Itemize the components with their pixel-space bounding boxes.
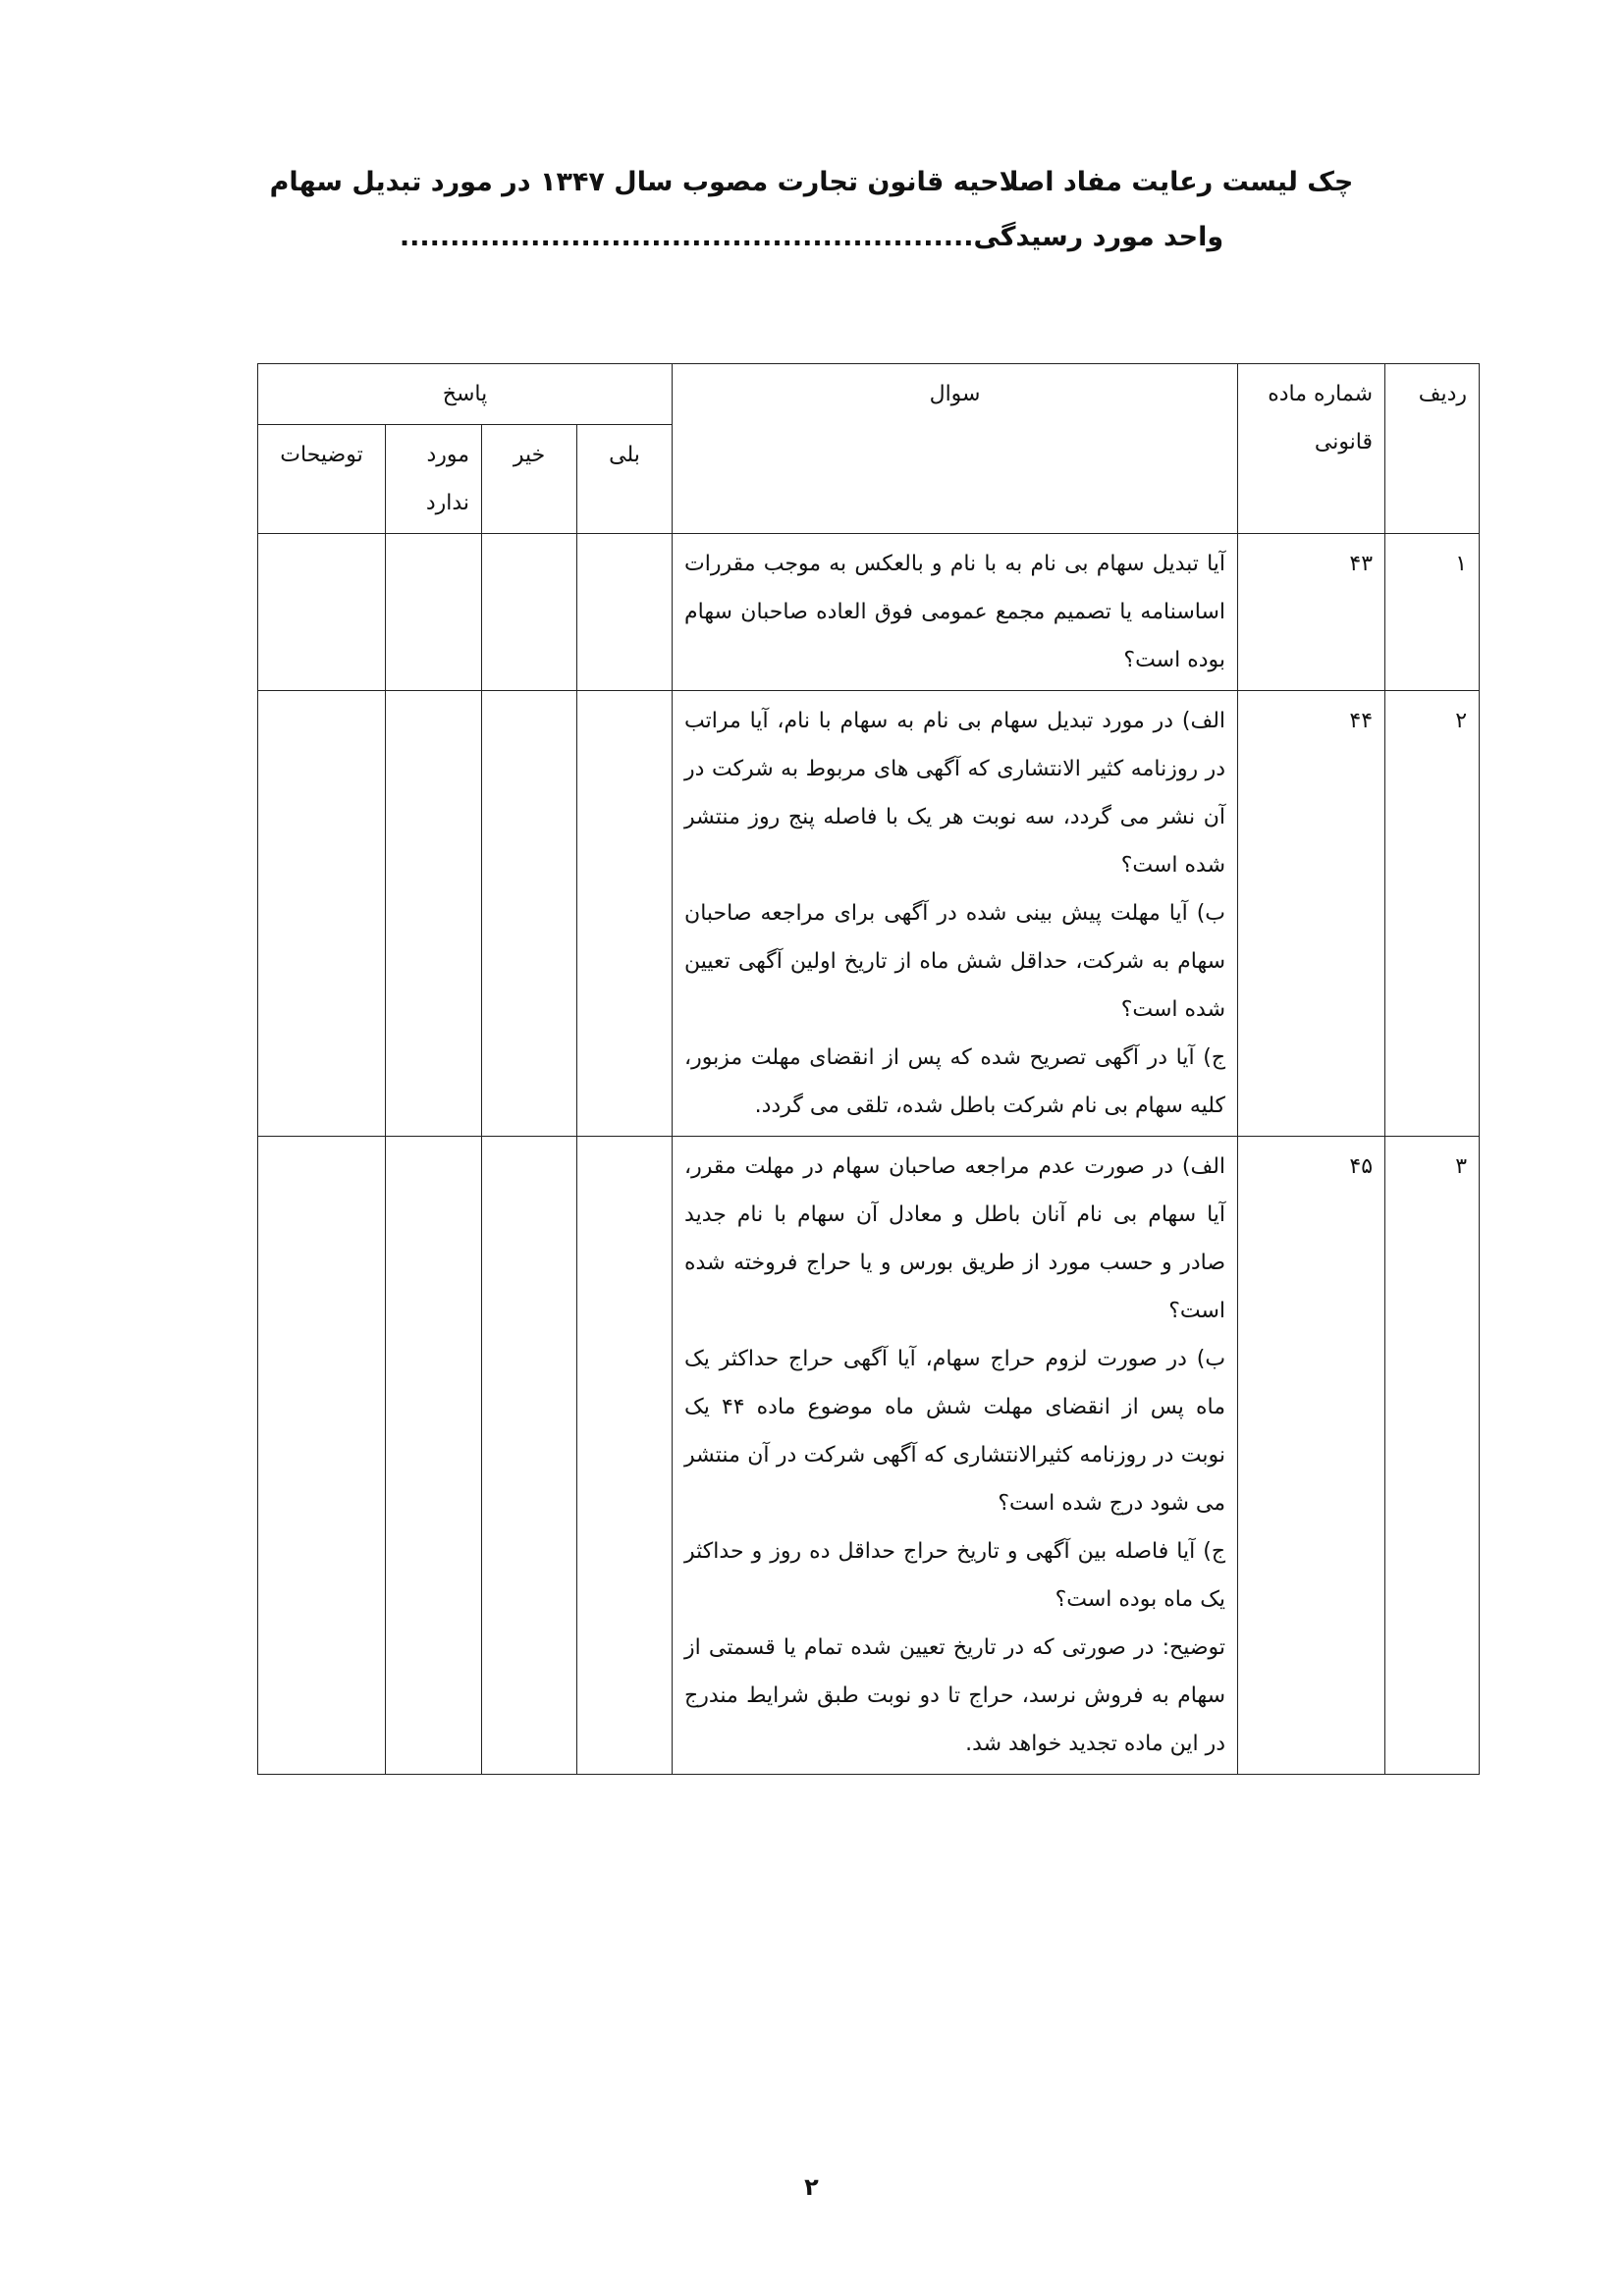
question-text: ج) آیا فاصله بین آگهی و تاریخ حراج حداقل ده روز و حداکثر یک ماه بوده است؟ [684,1539,1226,1612]
header-row [258,364,1480,425]
checklist-table [257,363,1480,1775]
header-answer: پاسخ [258,364,673,425]
title-line-1: چک لیست رعایت مفاد اصلاحیه قانون تجارت مصوب سال ۱۳۴۷ در مورد تبدیل سهام [269,167,1354,197]
notes-cell[interactable] [258,1137,386,1775]
header-row-number: ردیف [1385,364,1480,534]
question-text: الف) در مورد تبدیل سهام بی نام به سهام با نام، آیا مراتب در روزنامه کثیر الانتشاری که آگهی های مربوط به شرکت در آن نشر می گردد، سه نوبت هر یک با فاصله پنج روز منتشر شده است؟ [684,709,1226,878]
answer-no-cell[interactable] [482,691,577,1137]
article-number: ۴۴ [1238,691,1385,1137]
header-notes: توضیحات [258,425,386,534]
question-text: الف) در صورت عدم مراجعه صاحبان سهام در مهلت مقرر، آیا سهام بی نام آنان باطل و معادل آن سهام با نام جدید صادر و حسب مورد از طریق بورس و یا حراج فروخته شده است؟ [684,1154,1226,1323]
table-row [258,691,1480,1137]
question-text: ب) آیا مهلت پیش بینی شده در آگهی برای مراجعه صاحبان سهام به شرکت، حداقل شش ماه از تاریخ اولین آگهی تعیین شده است؟ [684,901,1226,1022]
header-no: خیر [482,425,577,534]
question-cell [673,534,1238,691]
title-line-2: واحد مورد رسیدگی......................................................... [399,222,1224,252]
header-yes: بلی [577,425,673,534]
header-not-applicable: مورد ندارد [386,425,482,534]
row-number: ۳ [1385,1137,1480,1775]
question-cell [673,691,1238,1137]
document-title [0,155,1623,265]
row-number: ۲ [1385,691,1480,1137]
header-question: سوال [673,364,1238,534]
question-text: ج) آیا در آگهی تصریح شده که پس از انقضای مهلت مزبور، کلیه سهام بی نام شرکت باطل شده، تلقی می گردد. [684,1045,1226,1118]
answer-na-cell[interactable] [386,691,482,1137]
answer-na-cell[interactable] [386,1137,482,1775]
answer-no-cell[interactable] [482,1137,577,1775]
answer-na-cell[interactable] [386,534,482,691]
table-row [258,534,1480,691]
row-number: ۱ [1385,534,1480,691]
notes-cell[interactable] [258,691,386,1137]
answer-yes-cell[interactable] [577,1137,673,1775]
question-cell [673,1137,1238,1775]
answer-yes-cell[interactable] [577,691,673,1137]
table-row [258,1137,1480,1775]
answer-yes-cell[interactable] [577,534,673,691]
question-text: ب) در صورت لزوم حراج سهام، آیا آگهی حراج حداکثر یک ماه پس از انقضای مهلت شش ماه موضوع ماده ۴۴ یک نوبت در روزنامه کثیرالانتشاری که آگهی شرکت در آن منتشر می شود درج شده است؟ [684,1347,1226,1516]
question-text: آیا تبدیل سهام بی نام به با نام و بالعکس به موجب مقررات اساسنامه یا تصمیم مجمع عمومی فوق العاده صاحبان سهام بوده است؟ [684,552,1226,672]
header-article-number: شماره ماده قانونی [1238,364,1385,534]
question-text: توضیح: در صورتی که در تاریخ تعیین شده تمام یا قسمتی از سهام به فروش نرسد، حراج تا دو نوبت طبق شرایط مندرج در این ماده تجدید خواهد شد. [684,1635,1226,1756]
page-number: ۲ [804,2173,819,2201]
answer-no-cell[interactable] [482,534,577,691]
article-number: ۴۵ [1238,1137,1385,1775]
notes-cell[interactable] [258,534,386,691]
article-number: ۴۳ [1238,534,1385,691]
